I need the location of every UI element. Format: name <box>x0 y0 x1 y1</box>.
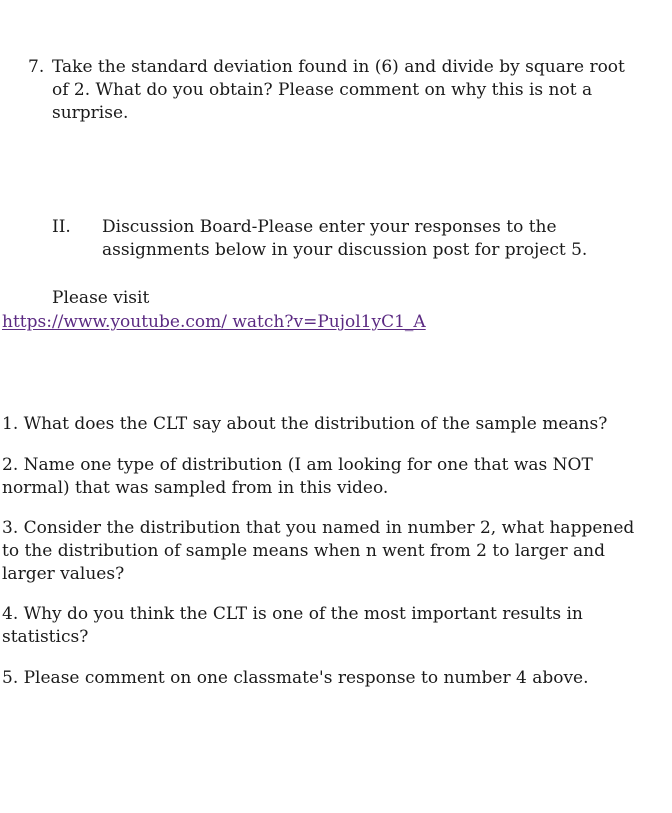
question-4: 4. Why do you think the CLT is one of the most important results in statistics? <box>2 604 583 647</box>
section-ii-text: Discussion Board-Please enter your responses to the assignments below in your discussion post for project 5. <box>102 217 588 260</box>
item-7-text: Take the standard deviation found in (6) and divide by square root of 2. What do you obtain? Please comment on why this is not a surprise. <box>52 57 625 123</box>
youtube-link[interactable]: https://www.youtube.com/ watch?v=Pujol1yC1_A <box>2 312 426 332</box>
question-1: 1. What does the CLT say about the distribution of the sample means? <box>2 414 608 434</box>
question-3: 3. Consider the distribution that you named in number 2, what happened to the distribution of sample means when n went from 2 to larger and larger values? <box>2 518 635 584</box>
item-7-number: 7. <box>28 57 45 77</box>
section-ii-numeral: II. <box>52 217 71 237</box>
question-2: 2. Name one type of distribution (I am looking for one that was NOT normal) that was sampled from in this video. <box>2 455 593 498</box>
question-5: 5. Please comment on one classmate's response to number 4 above. <box>2 668 589 688</box>
section-ii-heading <box>52 216 632 262</box>
visit-label: Please visit <box>52 288 150 308</box>
item-7 <box>28 56 648 125</box>
